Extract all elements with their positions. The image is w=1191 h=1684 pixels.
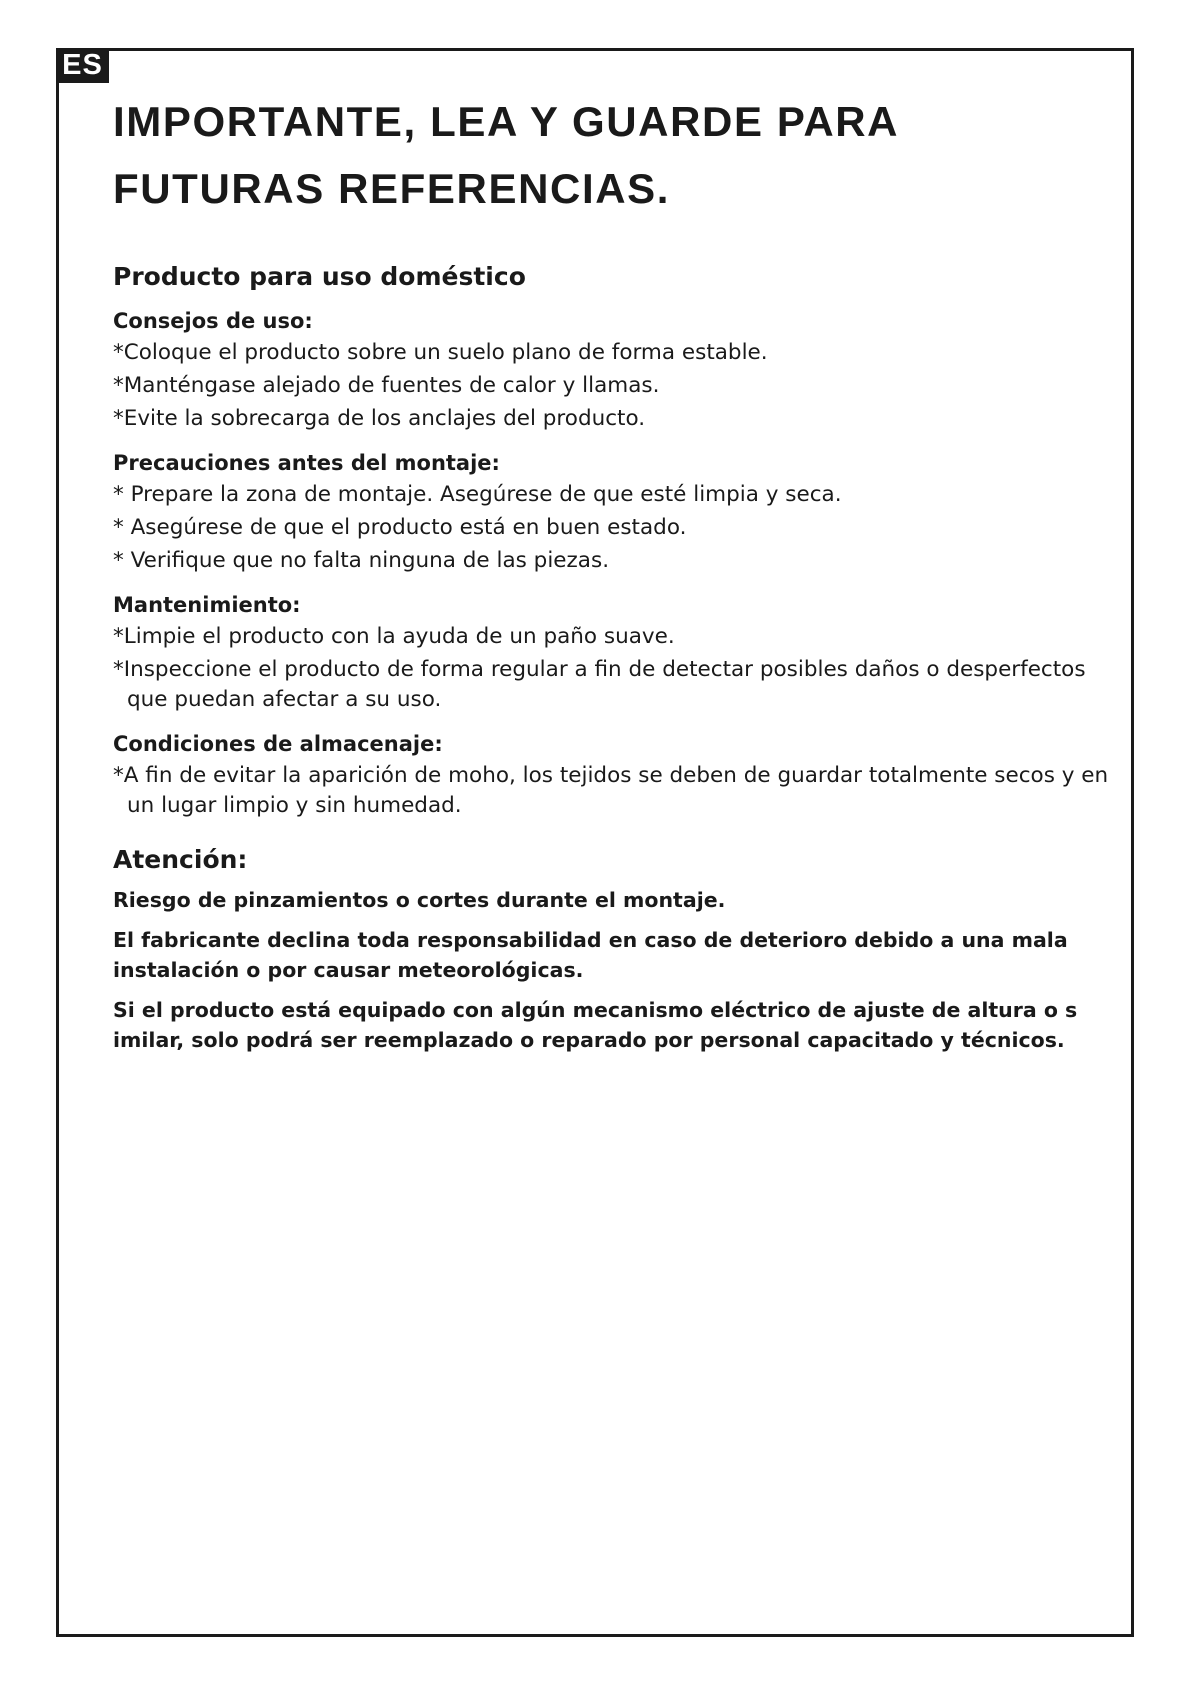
main-title	[113, 88, 1113, 222]
list-item: *Inspeccione el producto de forma regular a fin de detectar posibles daños o desperfectos que puedan afectar a su uso.	[113, 657, 1086, 712]
list-item: * Asegúrese de que el producto está en buen estado.	[113, 515, 687, 540]
section-assembly-precautions	[113, 448, 1113, 576]
item-list	[113, 480, 1113, 576]
list-item: *Evite la sobrecarga de los anclajes del producto.	[113, 406, 646, 431]
item-list	[113, 622, 1113, 715]
warning-paragraph: El fabricante declina toda responsabilidad en caso de deterioro debido a una mala instalación o por causar meteorológicas.	[113, 928, 1068, 982]
list-item: *A fin de evitar la aparición de moho, los tejidos se deben de guardar totalmente secos y en un lugar limpio y sin humedad.	[113, 763, 1109, 818]
section-title: Condiciones de almacenaje:	[113, 732, 443, 756]
warning-paragraph: Riesgo de pinzamientos o cortes durante el montaje.	[113, 888, 726, 912]
section-title: Precauciones antes del montaje:	[113, 451, 500, 475]
section-maintenance	[113, 590, 1113, 715]
language-badge: ES	[56, 48, 109, 83]
item-list	[113, 761, 1113, 821]
main-title-line: FUTURAS REFERENCIAS.	[113, 165, 671, 212]
section-title: Mantenimiento:	[113, 593, 301, 617]
main-title-line: IMPORTANTE, LEA Y GUARDE PARA	[113, 98, 900, 145]
item-list	[113, 338, 1113, 434]
document-content	[113, 88, 1113, 1065]
section-storage-conditions	[113, 729, 1113, 821]
list-item: *Coloque el producto sobre un suelo plano de forma estable.	[113, 340, 768, 365]
list-item: * Verifique que no falta ninguna de las piezas.	[113, 548, 610, 573]
attention-heading: Atención:	[113, 845, 248, 874]
product-heading: Producto para uso doméstico	[113, 262, 526, 291]
list-item: * Prepare la zona de montaje. Asegúrese de que esté limpia y seca.	[113, 482, 842, 507]
list-item: *Manténgase alejado de fuentes de calor y llamas.	[113, 373, 660, 398]
warning-paragraph: Si el producto está equipado con algún mecanismo eléctrico de ajuste de altura o s imilar, solo podrá ser reemplazado o reparado por personal capacitado y técnicos.	[113, 998, 1078, 1052]
section-title: Consejos de uso:	[113, 309, 313, 333]
list-item: *Limpie el producto con la ayuda de un paño suave.	[113, 624, 675, 649]
section-usage-tips	[113, 306, 1113, 434]
